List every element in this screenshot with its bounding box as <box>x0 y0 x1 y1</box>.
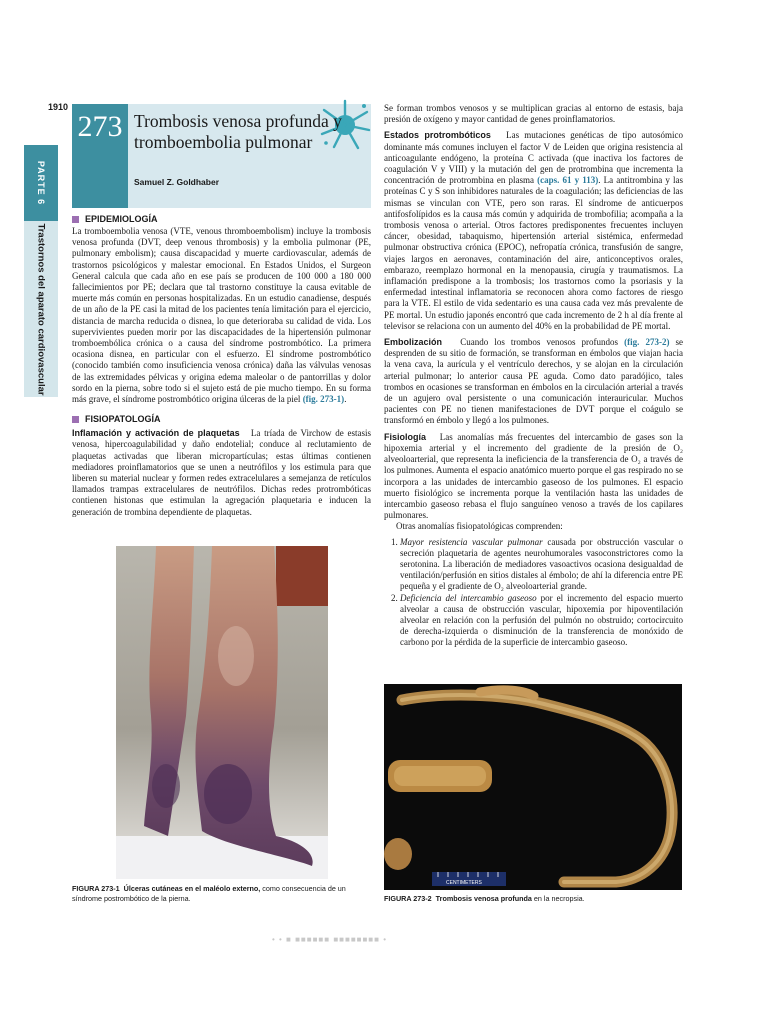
footer-dots: • • ■ ■■■■■■ ■■■■■■■■ • <box>272 935 387 944</box>
inflammation-subheading: Inflamación y activación de plaquetas <box>72 428 240 439</box>
figure-273-2-image <box>384 684 682 890</box>
heading-square-icon <box>72 416 79 423</box>
chapters-link[interactable]: (caps. 61 y 113) <box>537 175 599 186</box>
fig-273-1-link[interactable]: (fig. 273-1) <box>302 394 345 405</box>
part-tab-label: PARTE 6 <box>36 160 46 206</box>
section-title: Trastornos del aparato cardiovascular <box>35 222 47 396</box>
part-tab <box>24 145 58 221</box>
figure-273-2-caption: FIGURA 273-2 Trombosis venosa profunda en la necropsia. <box>384 894 585 903</box>
intro-paragraph: Se forman trombos venosos y se multiplican gracias al entorno de estasis, baja presión de oxígeno y mayor cantidad de genes proinflamatorios. <box>384 103 683 125</box>
figure-273-1-caption: FIGURA 273-1 Úlceras cutáneas en el maléolo externo, como consecuencia de un síndrome postrombótico de la pierna. <box>72 884 346 903</box>
right-column <box>384 103 683 649</box>
prothrombotic-paragraph: Estados protrombóticos Las mutaciones genéticas de tipo autosómico dominante más comunes incluyen el factor V de Leiden que origina resistencia al anticoagulante endógeno, la proteína C activada (que inactiva los factores de coagulación V y VIII) y la mutación del gen de protrombina que incrementa la concentración de protrombina en plasma (caps. 61 y 113). La antitrombina y las proteínas C y S son inhibidores naturales de la coagulación; las deficiencias de las mismas se vinculan con VTE, pero son raras. El síndrome de anticuerpos antifosfolípidos es la causa más común y adquirida de trombofilia; acompaña a la trombosis venosa o arterial. Otros factores predisponentes frecuentes incluyen cáncer, obesidad, tabaquismo, hipertensión arterial sistémica, enfermedad pulmonar obstructiva crónica (EPOC), nefropatía crónica, transfusión de sangre, viajes largos en aeronaves, contaminación del aire, anticonceptivos orales, embarazo, reemplazo hormonal en la menopausia, cirugía y traumatismos. La inflamación predispone a la trombosis; los trastornos como la psoriasis y la enfermedad intestinal inflamatoria se reconocen ahora como factores de riesgo para la VTE. El estilo de vida sedentario es una causa cada vez más prevalente de PE mortal. Un estudio japonés encontró que cada incremento de 2 h al día frente al televisor se relaciona con un aumento del 40% en la probabilidad de PE mortal. <box>384 130 684 331</box>
embolization-paragraph: Embolización Cuando los trombos venosos profundos (fig. 273-2) se desprenden de su sitio de formación, se transforman en émbolos que viajan hacia la vena cava, la aurícula y el ventrículo derechos, y se alojan en la circulación arterial pulmonar; lo anterior causa PE aguda. Como dato paradójico, tales trombos en ocasiones se transforman en émbolos en la circulación arterial a través de un agujero oval persistente o una comunicación interauricular. Muchos pacientes con PE no tienen manifestaciones de DVT porque el coágulo se transformó en émbolo y llegó a los pulmones. <box>384 337 684 426</box>
heading-square-icon <box>72 216 79 223</box>
prothrombotic-subheading: Estados protrombóticos <box>384 130 491 141</box>
fig-273-2-link[interactable]: (fig. 273-2) <box>624 337 670 348</box>
anomalies-list <box>384 537 683 649</box>
ruler-label: CENTIMETERS <box>446 880 482 886</box>
page-number: 1910 <box>48 102 69 112</box>
list-item: 1. Mayor resistencia vascular pulmonar causada por obstrucción vascular o secreción plaquetaria de agentes neurohumorales vasoconstrictores como la serotonina. La liberación de mediadores vasoactivos ocasiona desigualdad de ventilación/perfusión en sitios distales al émbolo; de ahí la diferencia entre PE pequeña y el gradiente de O₂ alveoloarterial grande. <box>400 537 683 593</box>
inflammation-paragraph: Inflamación y activación de plaquetas La tríada de Virchow de estasis venosa, hipercoagulabilidad y daño endotelial; conduce al reclutamiento de plaquetas activadas que liberan micropartículas; estas últimas contienen mediadores proinflamatorios que se unen a neutrófilos y los estimula para que liberen su material nuclear y formen redes extracelulares a semejanza de retículos llamados trampas extracelulares de neutrófilos. Dichas redes protrombóticas contienen histonas que estimulan la agregación plaquetaria e inducen la generación de trombina dependiente de plaquetas. <box>72 428 371 517</box>
chapter-author: Samuel Z. Goldhaber <box>134 177 220 187</box>
left-column <box>72 214 371 518</box>
physiology-paragraph: Fisiología Las anomalías más frecuentes del intercambio de gases son la hipoxemia arterial y el incremento del gradiente de la presión de O₂ alveoloarterial, que representa la ineficiencia de la transferencia de O₂ a través de los pulmones. Aumenta el espacio anatómico muerto porque el gas respirado no se incorpora a las unidades de intercambio gaseoso de los pulmones. El espacio muerto fisiológico se incrementa porque la ventilación hasta las unidades de intercambio gaseoso rebasa el flujo sanguíneo venoso a través de los capilares pulmonares. Otras anomalías fisiopatológicas comprenden: <box>384 431 683 532</box>
embolization-subheading: Embolización <box>384 337 443 348</box>
chapter-title: Trombosis venosa profunda y tromboembolia pulmonar <box>134 111 342 152</box>
section-title-vertical <box>24 221 58 397</box>
chapter-number: 273 <box>72 104 128 208</box>
physiology-subheading: Fisiología <box>384 431 427 442</box>
epidemiology-heading: EPIDEMIOLOGÍA <box>72 214 371 224</box>
epidemiology-paragraph: La tromboembolia venosa (VTE, venous thromboembolism) incluye la trombosis venosa profunda (DVT, deep venous thrombosis) y la embolia pulmonar (PE, pulmonary embolism); causa discapacidad y muerte cardiovascular, además de trastornos psicológicos y malestar emocional. En Estados Unidos, el Surgeon General calcula que cada año en ese país se producen de 100 000 a 180 000 fallecimientos por PE; declara que tal trastorno constituye la causa evitable de muerte más común en personas hospitalizadas. En un estudio canadiense, después de un año de la PE casi la mitad de los pacientes tenía limitación para el ejercicio, distancia de marcha reducida o disnea, lo que deterioraba su calidad de vida. Los supervivientes pueden morir por las discapacidades de la hipertensión pulmonar tromboembólica crónica o a causa del síndrome postrombótico. La primera ocasiona disnea, en particular con el esfuerzo. El síndrome postrombótico (conocido también como insuficiencia venosa crónica) daña las válvulas venosas de las extremidades pélvicas y origina edema maleolar o de pantorrillas y dolor sordo en la pierna, sobre todo si el sujeto está de pie mucho tiempo. En su forma más grave, el síndrome postrombótico origina úlceras de la piel (fig. 273-1). <box>72 226 371 405</box>
figure-273-1-image <box>116 546 328 879</box>
pathophysiology-heading: FISIOPATOLOGÍA <box>72 414 371 424</box>
list-item: 2. Deficiencia del intercambio gaseoso por el incremento del espacio muerto alveolar a causa de obstrucción vascular, hipoxemia por hipoventilación alveolar en relación con la perfusión del pulmón no obstruido; cortocircuito de derecha-izquierda o disminución de la transferencia de monóxido de carbono por la pérdida de la superficie de intercambio gaseoso. <box>400 593 683 649</box>
